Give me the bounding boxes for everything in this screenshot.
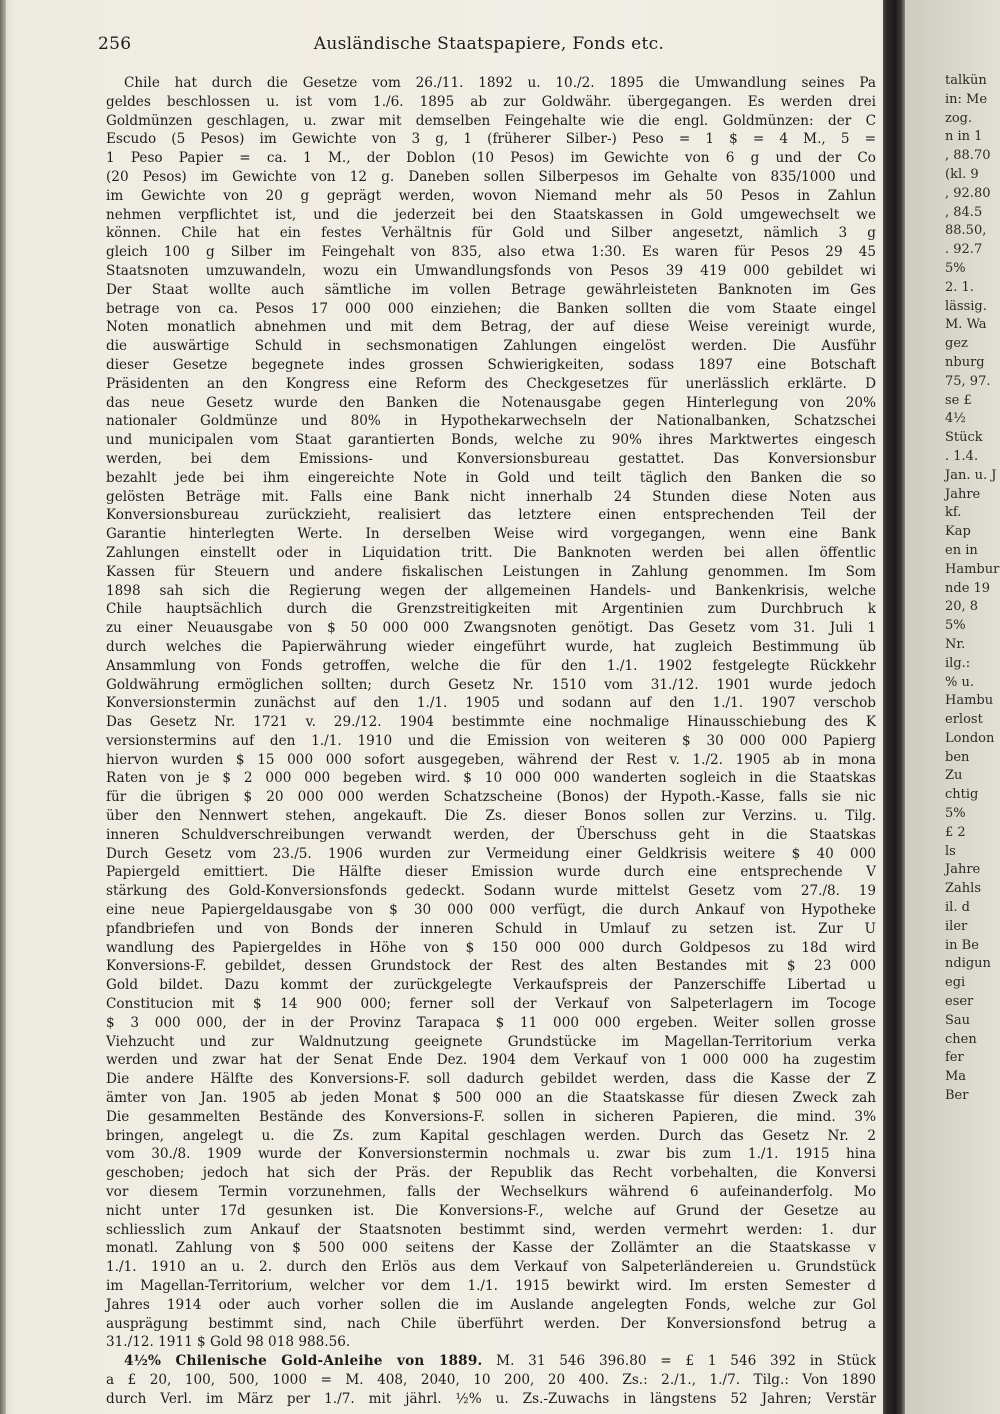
body-text-line: betrage von ca. Pesos 17 000 000 einziehen; die Banken sollten die vom Staate eingel <box>106 300 876 317</box>
facing-page-text-fragment: , 92.80 <box>945 185 991 201</box>
body-text-line: Konversionsbureau zurückzieht, realisiert das letztere einen entsprechenden Teil der <box>106 507 876 524</box>
body-text-line: über den Nennwert stehen, angekauft. Die Zs. dieser Bonos sollen zur Verzins. u. Tilg. <box>106 808 876 825</box>
facing-page-text-fragment: Jahre <box>945 862 981 878</box>
body-text-line: gelösten Beträge mit. Falls eine Bank nicht innerhalb 24 Stunden diese Noten aus <box>106 488 876 505</box>
main-text-column <box>106 74 876 1407</box>
body-text-line: monatl. Zahlung von $ 500 000 seitens der Kasse der Zollämter an die Staatskasse v <box>106 1240 876 1257</box>
body-text-line: im Gewichte von 20 g geprägt werden, wovon Niemand mehr als 50 Pesos in Zahlun <box>106 187 876 204</box>
body-text-line: im Magellan-Territorium, welcher vor dem 1./1. 1915 bewirkt wird. Im ersten Semester d <box>106 1278 876 1294</box>
body-text-line: Chile hauptsächlich durch die Grenzstreitigkeiten mit Argentinien zum Durchbruch k <box>106 601 876 618</box>
body-text-line: bringen, angelegt u. die Zs. zum Kapital geschlagen werden. Durch das Gesetz Nr. 2 <box>106 1127 876 1144</box>
facing-page-text-fragment: , 88.70 <box>945 148 991 164</box>
body-text-line: dieser Gesetze begegnete indes grossen Schwierigkeiten, sodass 1897 eine Botschaft <box>106 356 876 373</box>
body-text-line: Zahlungen einstellt oder in Liquidation tritt. Die Banknoten werden bei allen öffentlic <box>106 544 876 561</box>
body-text-line: ämter von Jan. 1905 ab jeden Monat $ 500 000 an die Staatskasse für diesen Zweck zah <box>106 1090 876 1107</box>
facing-page-text-fragment: erlost <box>945 712 983 728</box>
body-text-line: das neue Gesetz wurde den Banken die Notenausgabe gegen Hinterlegung von 20% <box>106 394 876 411</box>
body-text-line: Staatsnoten umzuwandeln, wozu ein Umwandlungsfonds von Pesos 39 419 000 gebildet wi <box>106 262 876 279</box>
body-text-line: 31./12. 1911 $ Gold 98 018 988.56. <box>106 1334 351 1351</box>
body-text-line: Escudo (5 Pesos) im Gewichte von 3 g, 1 (früherer Silber-) Peso = 1 $ = 4 M., 5 = <box>106 131 876 148</box>
facing-page-text-fragment: 88.50, <box>945 223 987 239</box>
running-head: Ausländische Staatspapiere, Fonds etc. <box>313 34 665 54</box>
facing-page-text-fragment: nburg <box>945 354 985 370</box>
facing-page-text-fragment: 5% <box>945 260 966 276</box>
body-text-line: zu einer Neuausgabe von $ 50 000 000 Zwangsnoten genötigt. Das Gesetz vom 31. Juli 1 <box>106 620 876 637</box>
body-text-line: können. Chile hat ein festes Verhältnis für Gold und Silber angesetzt, nämlich 3 g <box>106 225 876 242</box>
body-text-line: 1 Peso Papier = ca. 1 M., der Doblon (10 Pesos) im Gewichte von 6 g und der Co <box>106 150 876 167</box>
body-text-line: die auswärtige Schuld in sechsmonatigen Zahlungen eingelöst werden. Die Ausführ <box>106 338 876 355</box>
section-heading-line <box>106 1352 876 1371</box>
facing-page-text-fragment: 20, 8 <box>945 599 979 615</box>
section-text-line: a £ 20, 100, 500, 1000 = M. 408, 2040, 10 200, 20 400. Zs.: 2./1., 1./7. Tilg.: Von 1890 <box>106 1371 876 1388</box>
body-text-line: eine neue Papiergeldausgabe von $ 30 000 000 verfügt, die durch Ankauf von Hypotheke <box>106 902 876 919</box>
body-text-line: vom 30./8. 1909 wurde der Konversionstermin nochmals u. zwar bis zum 1./1. 1915 hina <box>106 1146 876 1163</box>
body-text-line: inneren Schuldverschreibungen verwandt werden, der Überschuss geht in die Staatskas <box>106 826 876 843</box>
facing-page-text-fragment: nde 19 <box>945 580 991 596</box>
section-text-line: durch Verl. im März per 1./7. mit jährl. ½% u. Zs.-Zuwachs in längstens 52 Jahren; Verstär <box>106 1390 876 1407</box>
facing-page-fragment <box>905 0 1000 1414</box>
body-text-line: Der Staat wollte auch sämtliche im vollen Betrage gewährleisteten Banknoten im Ges <box>106 281 876 298</box>
facing-page-text-fragment: 75, 97. <box>945 373 991 389</box>
body-text-line: Jahres 1914 oder auch vorher sollen die im Auslande angelegten Fonds, welche zur Gol <box>106 1296 876 1313</box>
facing-page-text-fragment: ls <box>945 843 956 859</box>
body-text-line: Die andere Hälfte des Konversions-F. soll dadurch gebildet werden, dass die Kasse der Z <box>106 1071 876 1088</box>
facing-page-text-fragment: lässig. <box>945 298 987 314</box>
facing-page-text-fragment: (kl. 9 <box>945 166 979 182</box>
body-text-line: stärkung des Gold-Konversionsfonds gedeckt. Sodann wurde mittelst Gesetz vom 27./8. 19 <box>106 883 876 900</box>
facing-page-text-fragment: 4½ <box>945 411 966 427</box>
body-text-line: und municipalen vom Staat garantierten Bonds, welche zu 90% ihres Marktwertes eingesch <box>106 432 876 449</box>
facing-page-text-fragment: zog. <box>945 110 973 126</box>
facing-page-text-fragment: 5% <box>945 618 966 634</box>
facing-page-text-fragment: gez <box>945 336 968 352</box>
book-gutter-shadow <box>883 0 905 1414</box>
facing-page-text-fragment: chtig <box>945 787 979 803</box>
body-text-line: schliesslich zum Ankauf der Staatsnoten bestimmt sind, werden vermehrt werden: 1. dur <box>106 1221 876 1238</box>
body-text-line: Raten von je $ 2 000 000 begeben wird. $ 10 000 000 wanderten sogleich in die Staatskas <box>106 770 876 787</box>
facing-page-text-fragment: , 84.5 <box>945 204 983 220</box>
facing-page-text-fragment: il. d <box>945 900 970 916</box>
facing-page-text-fragment: chen <box>945 1031 977 1047</box>
section-heading-rest: M. 31 546 396.80 = £ 1 546 392 in Stück <box>482 1353 876 1370</box>
body-text-line: Konversions-F. gebildet, dessen Grundstock der Rest des alten Bestandes mit $ 23 000 <box>106 958 876 975</box>
body-text-line: wandlung des Papiergeldes in Höhe von $ 150 000 000 durch Goldpesos zu 18d wird <box>106 939 876 956</box>
body-text-line: Garantie hinterlegten Werte. In derselben Weise wird vorgegangen, wenn eine Bank <box>106 526 876 543</box>
left-binding-edge <box>0 0 6 1414</box>
facing-page-text-fragment: Zahls <box>945 881 981 897</box>
section-heading: 4½% Chilenische Gold-Anleihe von 1889. <box>124 1353 483 1370</box>
body-text-line: geschoben; jedoch hat sich der Präs. der Republik das Recht vorbehalten, die Konversi <box>106 1165 876 1182</box>
facing-page-text-fragment: Sau <box>945 1012 971 1028</box>
facing-page-text-fragment: egi <box>945 975 966 991</box>
body-text-line: Noten monatlich abnehmen und mit dem Betrag, der auf diese Weise vereinigt wurde, <box>106 319 876 336</box>
body-text-line: Kassen für Steuern und andere fiskalischen Leistungen in Zahlung genommen. Im Som <box>106 563 876 580</box>
body-text-line: nicht unter 17d gesunken ist. Die Konversions-F., welche auf Grund der Gesetze au <box>106 1202 876 1219</box>
body-text-line: Das Gesetz Nr. 1721 v. 29./12. 1904 bestimmte eine nochmalige Hinausschiebung des K <box>106 714 876 731</box>
body-text-line: nehmen verpflichtet ist, und die jederzeit bei den Staatskassen in Gold umgewechselt we <box>106 206 876 223</box>
facing-page-text-fragment: ben <box>945 749 970 765</box>
body-text-line: durch welches die Papierwährung wieder eingeführt wurde, hat zugleich Bestimmung üb <box>106 638 876 655</box>
facing-page-text-fragment: Jan. u. J <box>945 467 997 483</box>
facing-page-text-fragment: n in 1 <box>945 129 983 145</box>
facing-page-text-fragment: £ 2 <box>945 824 966 840</box>
body-text-line: ausprägung bestimmt sind, nach Chile überführt werden. Der Konversionsfond betrug a <box>106 1315 876 1332</box>
body-text-line: hiervon wurden $ 15 000 000 sofort ausgegeben, während der Rest v. 1./2. 1905 ab in mona <box>106 751 876 768</box>
facing-page-text-fragment: London <box>945 730 995 746</box>
body-text-line: Konversionstermin zunächst auf den 1./1. 1905 und sodann auf den 1./1. 1907 verschob <box>106 695 876 712</box>
facing-page-text-fragment: 2. 1. <box>945 279 974 295</box>
facing-page-text-fragment: % u. <box>945 674 974 690</box>
facing-page-text-fragment: iler <box>945 918 968 934</box>
facing-page-text-fragment: Hambur <box>945 561 1000 577</box>
body-text-line: versionstermins auf den 1./1. 1910 und die Emission von weiteren $ 30 000 000 Papierg <box>106 732 876 749</box>
body-text-line: Die gesammelten Bestände des Konversions-F. sollen in sicheren Papieren, die mind. 3% <box>106 1108 876 1125</box>
body-text-line: Goldmünzen geschlagen, u. zwar mit demselben Feingehalte wie die engl. Goldmünzen: der C <box>106 112 876 129</box>
body-text-line: Viehzucht und zur Waldnutzung geeignete Grundstücke im Magellan-Territorium verka <box>106 1033 876 1050</box>
facing-page-text-fragment: Stück <box>945 430 983 446</box>
facing-page-text-fragment: Kap <box>945 524 971 540</box>
facing-page-text-fragment: Hambu <box>945 693 994 709</box>
facing-page-text-fragment: Ber <box>945 1088 969 1104</box>
body-text-line: Ansammlung von Fonds getroffen, welche die für den 1./1. 1902 festgelegte Rückkehr <box>106 657 876 674</box>
body-text-line: bezahlt jede bei ihm eingereichte Note in Gold und teilt täglich den Banken die so <box>106 469 876 486</box>
facing-page-text-fragment: Zu <box>945 768 963 784</box>
body-text-line: Constitucion mit $ 14 900 000; ferner soll der Verkauf von Salpeterlagern im Tocoge <box>106 996 876 1013</box>
facing-page-text-fragment: eser <box>945 994 974 1010</box>
facing-page-text-fragment: fer <box>945 1050 964 1066</box>
body-text-line: für die übrigen $ 20 000 000 werden Schatzscheine (Bonos) der Hypoth.-Kasse, falls sie nic <box>106 789 876 806</box>
body-text-line: 1./1. 1910 an u. 2. durch den Erlös aus dem Verkauf von Salpeterländereien u. Grundstück <box>106 1259 876 1276</box>
facing-page-text-fragment: kf. <box>945 505 962 521</box>
body-text-line: Durch Gesetz vom 23./5. 1906 wurden zur Vermeidung einer Geldkrisis weitere $ 40 000 <box>106 845 876 862</box>
body-text-line: Gold bildet. Dazu kommt der zurückgelegte Verkaufspreis der Panzerschiffe Libertad u <box>106 977 876 994</box>
facing-page-text-fragment: en in <box>945 542 978 558</box>
facing-page-text-fragment: ndigun <box>945 956 991 972</box>
facing-page-text-fragment: talkün <box>945 73 987 88</box>
facing-page-text-fragment: se £ <box>945 392 972 408</box>
body-text-line: nationaler Goldmünze und 80% in Hypothekarwechseln der Nationalbanken, Schatzschei <box>106 413 876 430</box>
facing-page-text-fragment: . 1.4. <box>945 448 979 464</box>
facing-page-text-fragment: 5% <box>945 806 966 822</box>
body-text-line: vor diesem Termin vorzunehmen, falls der Wechselkurs während 6 aufeinanderfolg. Mo <box>106 1184 876 1201</box>
body-text-line: gleich 100 g Silber im Feingehalt von 835, also etwa 1:30. Es waren für Pesos 29 45 <box>106 244 876 261</box>
body-text-line: (20 Pesos) im Gewichte von 12 g. Daneben sollen Silberpesos im Gehalte von 835/1000 und <box>106 168 876 185</box>
body-text-line: Papiergeld emittiert. Die Hälfte dieser Emission wurde durch eine entsprechende V <box>106 864 876 881</box>
facing-page-text-fragment: in Be <box>945 937 979 953</box>
body-text-line: pfandbriefen und von Bonds der inneren Schuld in Umlauf zu setzen ist. Zur U <box>106 920 876 937</box>
body-text-line: geldes beschlossen u. ist vom 1./6. 1895 ab zur Goldwähr. übergegangen. Es werden drei <box>106 93 876 110</box>
body-text-line: werden, bei dem Emissions- und Konversionsbureau gestattet. Das Konversionsbur <box>106 450 876 467</box>
facing-page-text-fragment: Ma <box>945 1069 967 1085</box>
body-text-line: werden und zwar hat der Senat Ende Dez. 1904 dem Verkauf von 1 000 000 ha zugestim <box>106 1052 876 1069</box>
facing-page-text-fragment: M. Wa <box>945 317 987 333</box>
body-text-line: Goldwährung ermöglichen sollten; durch Gesetz Nr. 1510 vom 31./12. 1901 wurde jedoch <box>106 676 876 693</box>
facing-page-text-fragment: . 92.7 <box>945 242 983 258</box>
facing-page-text-fragment: in: Me <box>945 91 988 107</box>
facing-page-text-fragment: ilg.: <box>945 655 971 671</box>
body-text-line: Präsidenten an den Kongress eine Reform des Checkgesetzes für unerlässlich erklärte. D <box>106 375 876 392</box>
body-text-line: Chile hat durch die Gesetze vom 26./11. 1892 u. 10./2. 1895 die Umwandlung seines Pa <box>124 75 876 91</box>
facing-page-text-fragment: Nr. <box>945 636 966 652</box>
body-text-line: 1898 sah sich die Regierung wegen der allgemeinen Handels- und Bankenkrisis, welche <box>106 582 876 599</box>
body-text-line: $ 3 000 000, der in der Provinz Tarapaca $ 11 000 000 ergeben. Weiter sollen grosse <box>106 1014 876 1031</box>
page-number: 256 <box>98 34 132 54</box>
page-header <box>98 34 880 64</box>
facing-page-text-fragment: Jahre <box>945 486 981 502</box>
